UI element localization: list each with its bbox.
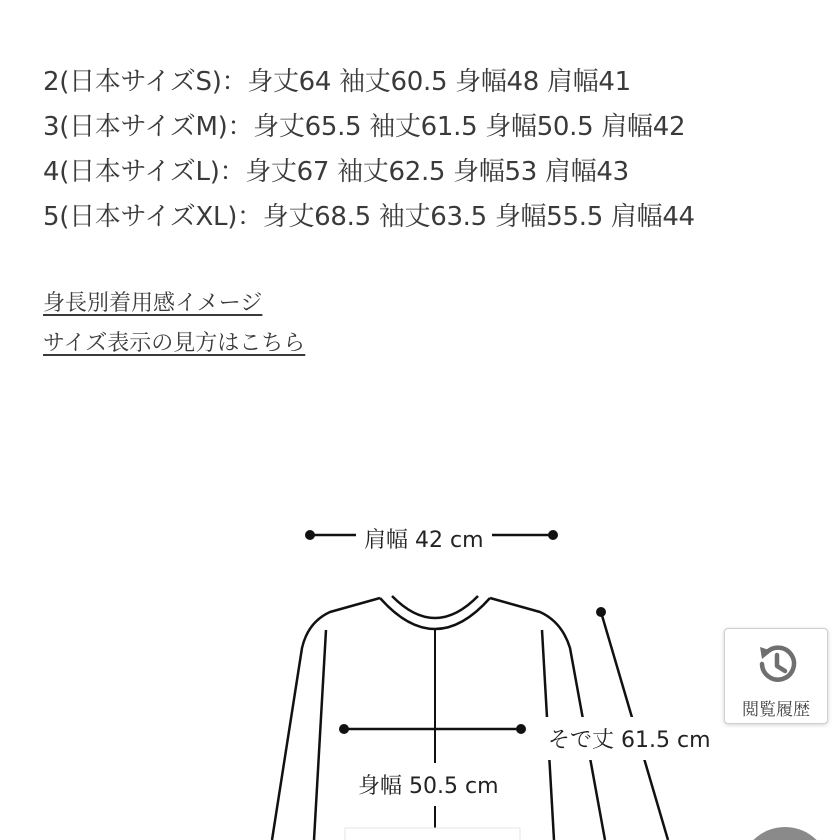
- size-spec-row-xl: 5(日本サイズXL)：身丈68.5 袖丈63.5 身幅55.5 肩幅44: [43, 202, 695, 232]
- body-width-marker: [339, 724, 526, 734]
- history-clock-icon: [752, 639, 802, 689]
- size-spec-row-m: 3(日本サイズM)：身丈65.5 袖丈61.5 身幅50.5 肩幅42: [43, 112, 686, 142]
- body-length-label-box: [345, 828, 520, 840]
- browsing-history-label: 閲覧履歴: [742, 700, 810, 720]
- size-spec-row-l: 4(日本サイズL)：身丈67 袖丈62.5 身幅53 肩幅43: [43, 157, 629, 187]
- browsing-history-button[interactable]: [724, 628, 828, 724]
- sleeve-length-label: そで丈 61.5 cm: [540, 717, 719, 760]
- scroll-top-button[interactable]: [740, 827, 830, 840]
- size-spec-row-s: 2(日本サイズS)：身丈64 袖丈60.5 身幅48 肩幅41: [43, 67, 631, 97]
- shoulder-width-label: 肩幅 42 cm: [356, 517, 492, 560]
- fit-image-link[interactable]: 身長別着用感イメージ: [43, 291, 263, 316]
- body-width-label: 身幅 50.5 cm: [350, 763, 507, 806]
- size-guide-link[interactable]: サイズ表示の見方はこちら: [43, 331, 306, 356]
